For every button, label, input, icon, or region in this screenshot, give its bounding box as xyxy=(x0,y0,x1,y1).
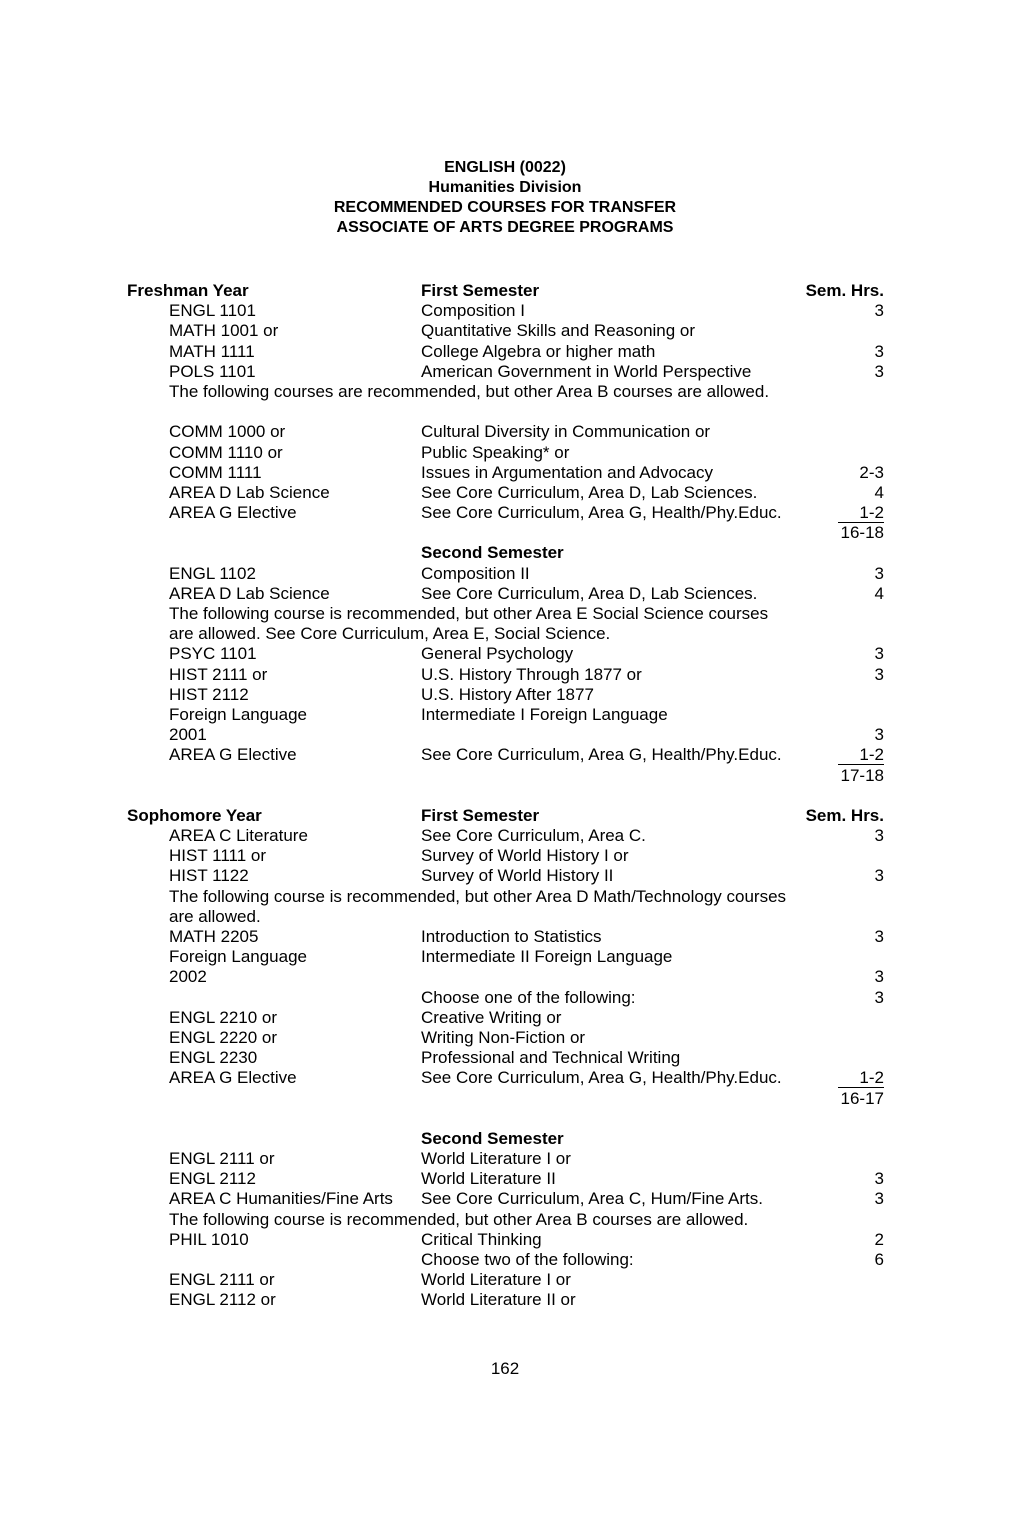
course-code: COMM 1111 xyxy=(169,462,262,482)
course-hours: 1-2 xyxy=(838,503,884,523)
course-description: General Psychology xyxy=(421,644,574,664)
note-text: are allowed. See Core Curriculum, Area E, Social Science. xyxy=(169,624,611,644)
course-description: See Core Curriculum, Area G, Health/Phy.Educ. xyxy=(421,745,782,765)
semester-header-row xyxy=(0,543,1010,563)
course-description: Critical Thinking xyxy=(421,1229,542,1249)
course-code: HIST 2111 or xyxy=(169,664,268,684)
semester-label: First Semester xyxy=(421,805,540,825)
total-row xyxy=(0,766,1010,786)
course-description: Professional and Technical Writing xyxy=(421,1048,681,1068)
course-row xyxy=(0,503,1010,523)
course-code: HIST 1111 or xyxy=(169,846,267,866)
note-text: are allowed. xyxy=(169,906,261,926)
course-row xyxy=(0,665,1010,685)
blank-row xyxy=(0,1109,1010,1129)
hours-column-label: Sem. Hrs. xyxy=(805,281,884,300)
course-description: Composition I xyxy=(421,301,525,321)
course-code: ENGL 2111 or xyxy=(169,1270,275,1290)
course-row xyxy=(0,967,1010,987)
course-row xyxy=(0,342,1010,362)
course-code: AREA G Elective xyxy=(169,1068,297,1088)
page-number: 162 xyxy=(490,1359,520,1378)
note-text: The following course is recommended, but other Area B courses are allowed. xyxy=(169,1209,749,1229)
course-code: ENGL 2220 or xyxy=(169,1027,278,1047)
course-description: See Core Curriculum, Area G, Health/Phy.Educ. xyxy=(421,1068,782,1088)
course-description: Intermediate II Foreign Language xyxy=(421,947,673,967)
course-description: U.S. History After 1877 xyxy=(421,684,594,704)
course-description: Choose one of the following: xyxy=(421,987,636,1007)
course-row xyxy=(0,927,1010,947)
course-row xyxy=(0,1169,1010,1189)
course-description: Survey of World History I or xyxy=(421,846,629,866)
note-text: The following course is recommended, but other Area D Math/Technology courses xyxy=(169,886,787,906)
course-row xyxy=(0,826,1010,846)
course-description: Survey of World History II xyxy=(421,866,614,886)
course-row xyxy=(0,564,1010,584)
course-row xyxy=(0,301,1010,321)
course-code: ENGL 2112 or xyxy=(169,1290,276,1310)
course-hours: 1-2 xyxy=(838,745,884,765)
semester-label: First Semester xyxy=(421,281,540,300)
course-description: American Government in World Perspective xyxy=(421,361,752,381)
course-code: ENGL 1101 xyxy=(169,301,256,321)
course-hours: 3 xyxy=(874,927,884,946)
course-hours: 2-3 xyxy=(859,462,884,482)
course-row xyxy=(0,1008,1010,1028)
course-code: ENGL 2111 or xyxy=(169,1149,275,1169)
course-code: AREA C Literature xyxy=(169,826,308,846)
course-description: See Core Curriculum, Area D, Lab Sciences. xyxy=(421,583,758,603)
course-hours: 6 xyxy=(874,1250,884,1269)
course-description: World Literature II xyxy=(421,1169,556,1189)
course-row xyxy=(0,846,1010,866)
course-description: World Literature II or xyxy=(421,1290,576,1310)
course-code: AREA D Lab Science xyxy=(169,482,330,502)
course-description: Writing Non-Fiction or xyxy=(421,1027,586,1047)
blank-row xyxy=(0,786,1010,806)
course-code: ENGL 2210 or xyxy=(169,1007,278,1027)
course-row xyxy=(0,1028,1010,1048)
total-hours: 16-18 xyxy=(840,523,884,543)
course-code: MATH 1001 or xyxy=(169,321,279,341)
course-row xyxy=(0,866,1010,886)
course-code: HIST 1122 xyxy=(169,866,249,886)
course-row xyxy=(0,1189,1010,1209)
course-row xyxy=(0,1250,1010,1270)
course-row xyxy=(0,483,1010,503)
blank-row xyxy=(0,402,1010,422)
course-code: COMM 1110 or xyxy=(169,442,283,462)
course-row xyxy=(0,947,1010,967)
course-code: AREA C Humanities/Fine Arts xyxy=(169,1189,393,1209)
course-code: HIST 2112 xyxy=(169,684,249,704)
note-row xyxy=(0,604,1010,624)
year-label: Sophomore Year xyxy=(127,805,262,825)
course-row xyxy=(0,644,1010,664)
course-row xyxy=(0,1068,1010,1088)
note-row xyxy=(0,907,1010,927)
course-row xyxy=(0,725,1010,745)
course-row xyxy=(0,745,1010,765)
course-hours: 3 xyxy=(874,301,884,321)
course-code: PSYC 1101 xyxy=(169,644,257,664)
course-hours: 1-2 xyxy=(838,1068,884,1088)
note-row xyxy=(0,624,1010,644)
course-code: AREA D Lab Science xyxy=(169,583,330,603)
course-code: ENGL 1102 xyxy=(169,563,256,583)
title-line-2: Humanities Division xyxy=(428,179,582,196)
course-description: Choose two of the following: xyxy=(421,1250,634,1269)
course-description: Public Speaking* or xyxy=(421,442,570,462)
course-hours: 3 xyxy=(874,987,884,1007)
course-description: U.S. History Through 1877 or xyxy=(421,664,642,684)
hours-column-label: Sem. Hrs. xyxy=(805,805,884,825)
title-line-3: RECOMMENDED COURSES FOR TRANSFER xyxy=(333,199,677,216)
total-row xyxy=(0,523,1010,543)
course-hours: 3 xyxy=(874,563,884,583)
title-line-1: ENGLISH (0022) xyxy=(444,159,566,176)
course-description: See Core Curriculum, Area C. xyxy=(421,826,646,846)
year-label: Freshman Year xyxy=(127,281,249,300)
course-code: ENGL 2112 xyxy=(169,1169,256,1189)
semester-label: Second Semester xyxy=(421,1128,564,1148)
semester-label: Second Semester xyxy=(421,543,564,563)
course-description: College Algebra or higher math xyxy=(421,341,656,361)
note-row xyxy=(0,1210,1010,1230)
course-row xyxy=(0,705,1010,725)
course-code: AREA G Elective xyxy=(169,503,297,523)
course-row xyxy=(0,1149,1010,1169)
course-code: AREA G Elective xyxy=(169,745,297,765)
course-hours: 4 xyxy=(874,583,884,603)
course-description: See Core Curriculum, Area D, Lab Sciences. xyxy=(421,482,758,502)
course-hours: 3 xyxy=(874,644,884,664)
note-text: The following courses are recommended, but other Area B courses are allowed. xyxy=(169,381,770,401)
course-description: See Core Curriculum, Area C, Hum/Fine Arts. xyxy=(421,1189,764,1209)
course-hours: 3 xyxy=(874,341,884,361)
course-hours: 3 xyxy=(874,967,884,987)
title-line-4: ASSOCIATE OF ARTS DEGREE PROGRAMS xyxy=(336,219,674,236)
course-row xyxy=(0,422,1010,442)
course-hours: 3 xyxy=(874,1169,884,1189)
course-description: See Core Curriculum, Area G, Health/Phy.Educ. xyxy=(421,503,782,523)
course-row xyxy=(0,1048,1010,1068)
year-header-row xyxy=(0,281,1010,301)
note-text: The following course is recommended, but other Area E Social Science courses xyxy=(169,604,769,623)
course-code: MATH 1111 xyxy=(169,341,255,361)
course-hours: 3 xyxy=(874,725,884,745)
document-title xyxy=(0,158,1010,238)
note-row xyxy=(0,382,1010,402)
course-hours: 2 xyxy=(874,1229,884,1249)
course-row xyxy=(0,988,1010,1008)
course-code: Foreign Language xyxy=(169,947,308,967)
course-row xyxy=(0,1290,1010,1310)
course-code: ENGL 2230 xyxy=(169,1048,258,1068)
total-hours: 16-17 xyxy=(840,1088,884,1108)
course-hours: 3 xyxy=(874,826,884,846)
course-hours: 3 xyxy=(874,361,884,381)
course-code: 2002 xyxy=(169,967,207,987)
year-header-row xyxy=(0,806,1010,826)
course-row xyxy=(0,443,1010,463)
course-code: COMM 1000 or xyxy=(169,422,286,442)
course-row xyxy=(0,584,1010,604)
course-description: Intermediate I Foreign Language xyxy=(421,704,668,724)
course-description: Composition II xyxy=(421,563,530,583)
course-row xyxy=(0,1230,1010,1250)
course-row xyxy=(0,685,1010,705)
course-table xyxy=(0,281,1010,1311)
course-description: Introduction to Statistics xyxy=(421,927,602,946)
course-code: PHIL 1010 xyxy=(169,1229,249,1249)
course-code: MATH 2205 xyxy=(169,927,259,946)
course-description: Issues in Argumentation and Advocacy xyxy=(421,462,714,482)
course-code: 2001 xyxy=(169,725,207,745)
total-row xyxy=(0,1089,1010,1109)
course-hours: 4 xyxy=(874,482,884,502)
semester-header-row xyxy=(0,1129,1010,1149)
course-description: Creative Writing or xyxy=(421,1007,562,1027)
course-description: Cultural Diversity in Communication or xyxy=(421,422,711,442)
course-description: World Literature I or xyxy=(421,1149,571,1169)
course-row xyxy=(0,463,1010,483)
course-row xyxy=(0,1270,1010,1290)
course-description: Quantitative Skills and Reasoning or xyxy=(421,321,696,341)
course-hours: 3 xyxy=(874,866,884,886)
total-hours: 17-18 xyxy=(840,765,884,785)
course-code: POLS 1101 xyxy=(169,361,256,381)
course-description: World Literature I or xyxy=(421,1270,571,1290)
course-hours: 3 xyxy=(874,1189,884,1209)
course-row xyxy=(0,321,1010,341)
note-row xyxy=(0,887,1010,907)
course-code: Foreign Language xyxy=(169,704,308,724)
course-hours: 3 xyxy=(874,664,884,684)
course-row xyxy=(0,362,1010,382)
